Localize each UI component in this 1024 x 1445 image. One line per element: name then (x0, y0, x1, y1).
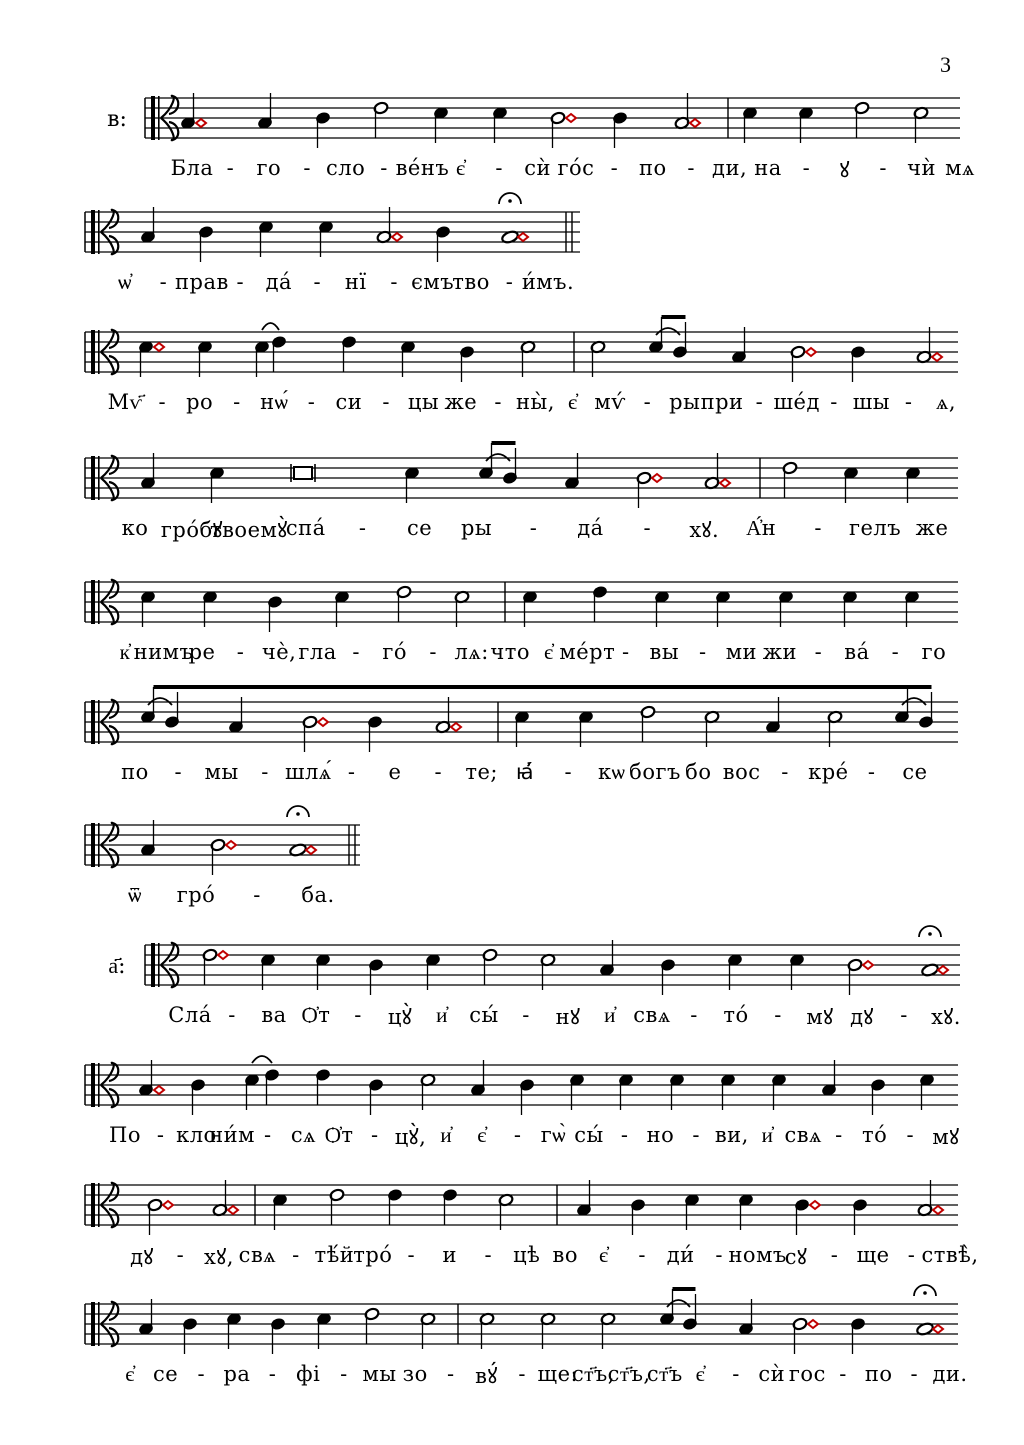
lyric-syllable: и҆ (440, 1123, 453, 1147)
lyric-syllable: нѡ́ (260, 390, 289, 414)
c-clef-thick-bar (91, 330, 95, 374)
c-clef-thin-bar (98, 456, 100, 500)
lyric-syllable: ко (121, 516, 149, 540)
staff-system (85, 687, 958, 752)
lyric-hyphen: - (382, 390, 391, 414)
lyric-syllable: є҆ (568, 390, 578, 414)
lyric-syllable: нꙋ (555, 1005, 581, 1029)
lyric-syllable: гро́бꙋ (160, 518, 223, 542)
lyric-hyphen: - (407, 1243, 416, 1267)
lyric-hyphen: - (313, 270, 322, 294)
lyric-syllable: чѝ (907, 156, 937, 180)
lyric-syllable: свѧ (633, 1003, 671, 1027)
lyric-syllable: по (121, 760, 149, 784)
c-clef-upper-curve (161, 943, 178, 965)
lyric-hyphen: - (429, 640, 437, 664)
lyric-syllable: твоемꙋ̀ (209, 518, 288, 542)
lyric-hyphen: - (228, 1003, 236, 1027)
lyric-syllable: сꙋ (784, 1245, 808, 1269)
lyric-hyphen: - (263, 1123, 272, 1147)
lyric-syllable: гелъ (848, 516, 902, 540)
lyric-hyphen: - (226, 156, 235, 180)
lyric-hyphen: - (176, 1243, 185, 1267)
lyric-hyphen: - (159, 270, 168, 294)
lyric-syllable: цꙋ̀, (394, 1125, 427, 1149)
c-clef-thick-bar (91, 580, 95, 624)
lyric-syllable: ди. (932, 1362, 968, 1386)
lyric-syllable: фі (296, 1362, 321, 1386)
lyric-syllable: ве́нъ (395, 156, 450, 180)
lyric-syllable: ни́м (209, 1123, 255, 1147)
lyric-syllable: гла (298, 640, 337, 664)
red-diamond-icon (863, 961, 873, 969)
lyric-hyphen: - (904, 390, 913, 414)
lyric-syllable: сло (325, 156, 366, 180)
slur (262, 323, 279, 330)
lyric-hyphen: - (347, 760, 356, 784)
red-diamond-icon (808, 1320, 818, 1328)
c-clef-upper-curve (101, 823, 118, 845)
lyric-syllable: си (335, 390, 363, 414)
lyric-hyphen: - (621, 640, 630, 664)
red-diamond-icon (218, 951, 228, 959)
red-diamond-icon (392, 233, 402, 241)
c-clef-thin-bar (98, 1183, 100, 1227)
fermata-dot (508, 199, 512, 203)
lyric-hyphen: - (495, 156, 503, 180)
lyric-hyphen: - (522, 1003, 530, 1027)
lyric-hyphen: - (830, 1243, 839, 1267)
lyric-syllable: сы́ (469, 1003, 499, 1027)
lyric-syllable: зо (402, 1362, 428, 1386)
c-clef-thin-bar (98, 700, 100, 744)
lyric-syllable: є҆ (543, 640, 554, 664)
lyric-hyphen: - (643, 516, 652, 540)
c-clef-thick-bar (91, 456, 95, 500)
lyric-hyphen: - (156, 1123, 165, 1147)
fermata-dot (296, 812, 300, 816)
lyric-syllable: ра (223, 1362, 251, 1386)
staff-system (85, 193, 580, 262)
lyric-syllable: хꙋ, (204, 1245, 234, 1269)
lyric-syllable: нї (344, 270, 367, 294)
lyric-syllable: хꙋ. (931, 1005, 961, 1029)
lyric-syllable: свѧ (784, 1123, 822, 1147)
lyric-syllable: ви, (714, 1123, 749, 1147)
lyric-hyphen: - (447, 1362, 455, 1386)
lyric-hyphen: - (303, 156, 311, 180)
lyric-syllable: вы (649, 640, 680, 664)
lyric-syllable: и҆ (761, 1123, 774, 1147)
lyric-syllable: ми (725, 640, 758, 664)
c-clef-upper-curve (101, 1183, 118, 1205)
lyric-hyphen: - (253, 883, 261, 907)
lyric-syllable: ре (188, 640, 216, 664)
lyric-syllable: го (921, 640, 947, 664)
lyric-hyphen: - (690, 1003, 698, 1027)
c-clef-thick-bar (91, 210, 95, 254)
lyric-hyphen: - (907, 1243, 916, 1267)
lyric-syllable: спа́ (285, 516, 326, 540)
lyric-hyphen: - (802, 156, 811, 180)
c-clef-lower-curve (101, 845, 118, 867)
lyric-hyphen: - (687, 156, 695, 180)
c-clef-thick-bar (151, 943, 155, 987)
red-diamond-icon (652, 474, 662, 482)
c-clef-thin-bar (98, 580, 100, 624)
lyric-syllable: при (700, 390, 744, 414)
red-diamond-icon (806, 348, 816, 356)
lyric-syllable: ди, (712, 156, 748, 180)
lyric-syllable: ба. (301, 883, 335, 907)
lyric-hyphen: - (774, 1003, 782, 1027)
lyric-syllable: ро (186, 390, 214, 414)
lyric-hyphen: - (358, 516, 367, 540)
red-diamond-icon (932, 353, 942, 361)
lyric-syllable: тѣ́й (314, 1243, 355, 1267)
c-clef-thick-bar (151, 96, 155, 140)
c-clef-lower-curve (101, 1205, 118, 1227)
lyric-syllable: є҆ (598, 1243, 609, 1267)
red-diamond-icon (228, 1206, 238, 1214)
lyric-hyphen: - (638, 1243, 646, 1267)
lyric-hyphen: - (236, 270, 245, 294)
lyric-syllable: є҆ (695, 1362, 706, 1386)
lyric-syllable: же (444, 390, 478, 414)
lyric-syllable: свѧ (238, 1243, 277, 1267)
red-diamond-icon (933, 1325, 943, 1333)
lyric-syllable: ѿ (128, 883, 142, 907)
lyric-syllable: ст҃ъ, (607, 1362, 651, 1386)
lyric-syllable: ше́д (773, 390, 820, 414)
lyric-syllable: шы (852, 390, 890, 414)
lyric-hyphen: - (610, 156, 619, 180)
lyric-syllable: мꙋ (932, 1125, 960, 1149)
lyric-syllable: же (915, 516, 949, 540)
lyric-hyphen: - (867, 760, 876, 784)
lyric-hyphen: - (900, 1003, 908, 1027)
c-clef-thin-bar (158, 943, 160, 987)
red-diamond-icon (938, 966, 948, 974)
c-clef-thin-bar (158, 96, 160, 140)
lyric-syllable: по (638, 156, 667, 180)
c-clef-upper-curve (101, 1302, 118, 1324)
lyric-syllable: се (407, 516, 433, 540)
lyric-syllable: ры (669, 390, 701, 414)
lyric-hyphen: - (643, 390, 652, 414)
c-clef-thin-bar (98, 330, 100, 374)
lyric-hyphen: - (891, 640, 900, 664)
lyric-hyphen: - (307, 390, 316, 414)
c-clef-upper-curve (101, 580, 118, 602)
lyric-syllable: на (754, 156, 782, 180)
red-diamond-icon (933, 1206, 943, 1214)
lyric-syllable: и҆ (604, 1003, 616, 1027)
lyric-syllable: да́ (265, 270, 293, 294)
lyric-syllable: жи (762, 640, 798, 664)
red-diamond-icon (154, 1086, 164, 1094)
lyric-syllable: гро́ (176, 883, 216, 907)
lyric-syllable: но (646, 1123, 675, 1147)
lyric-hyphen: - (174, 760, 183, 784)
lyric-hyphen: - (910, 1362, 919, 1386)
lyric-syllable: во (552, 1243, 578, 1267)
lyric-syllable: сы́ (574, 1123, 604, 1147)
lyric-syllable: є҆ (456, 156, 466, 180)
c-clef-thick-bar (91, 823, 95, 867)
lyric-syllable: Ѻ҆т (301, 1003, 331, 1027)
lyric-syllable: мы (362, 1362, 397, 1386)
lyric-syllable: цꙋ̀ (387, 1005, 413, 1029)
lyric-hyphen: - (781, 760, 789, 784)
lyric-syllable: Мѵ҃ (107, 390, 143, 414)
lyric-syllable: мѧ (945, 156, 975, 180)
lyric-syllable: те; (465, 760, 498, 784)
lyric-syllable: ще: (537, 1362, 579, 1386)
staff-system (85, 806, 360, 875)
lyric-hyphen: - (513, 1123, 522, 1147)
lyric-syllable: тво (452, 270, 490, 294)
staff-system (85, 317, 958, 382)
lyric-syllable: лѧ: (454, 640, 489, 664)
section-marker: в: (107, 107, 127, 132)
lyric-syllable: Бла (170, 156, 214, 180)
lyric-hyphen: - (835, 1123, 843, 1147)
lyric-syllable: го (256, 156, 282, 180)
red-diamond-icon (518, 233, 528, 241)
lyric-hyphen: - (268, 1362, 277, 1386)
lyric-syllable: сѝ (524, 156, 551, 180)
staff-system (85, 1056, 958, 1115)
lyric-syllable: то́ (723, 1003, 749, 1027)
lyric-syllable: кре́ (808, 760, 849, 784)
lyric-syllable: ѧ, (935, 390, 957, 414)
lyric-syllable: богъ (629, 760, 681, 784)
lyric-syllable: се (902, 760, 928, 784)
lyric-syllable: го́ (382, 640, 407, 664)
c-clef-thick-bar (91, 1302, 95, 1346)
lyric-syllable: бо (685, 760, 712, 784)
red-diamond-icon (306, 846, 316, 854)
lyric-syllable: вос (722, 760, 761, 784)
lyric-syllable: ꙗ҆́ (515, 760, 535, 784)
lyric-syllable: ѡ҆ (118, 270, 132, 294)
lyric-hyphen: - (390, 270, 398, 294)
lyric-syllable: да́ (577, 516, 604, 540)
lyric-syllable: ствѣ̀, (921, 1243, 979, 1267)
lyric-syllable: дꙋ (130, 1245, 154, 1269)
lyric-hyphen: - (755, 390, 764, 414)
lyric-hyphen: - (814, 516, 822, 540)
lyric-syllable: шлѧ́ (284, 760, 332, 784)
lyric-hyphen: - (518, 1362, 526, 1386)
lyric-syllable: сѝ (758, 1362, 786, 1386)
lyric-syllable: ва́ (844, 640, 870, 664)
lyric-syllable: нимъ (133, 640, 194, 664)
lyric-hyphen: - (830, 390, 838, 414)
red-diamond-icon (163, 1201, 173, 1209)
lyric-syllable: номъ (728, 1243, 787, 1267)
c-clef-thick-bar (91, 1183, 95, 1227)
lyric-syllable: цы (407, 390, 440, 414)
lyric-syllable: по (864, 1362, 893, 1386)
lyric-syllable: ме́рт (559, 640, 616, 664)
lyric-syllable: чѐ, (261, 640, 297, 664)
lyric-hyphen: - (620, 1123, 629, 1147)
lyric-syllable: ди́ (666, 1243, 695, 1267)
lyric-syllable: го́с (557, 156, 595, 180)
lyric-hyphen: - (352, 640, 360, 664)
lyric-hyphen: - (494, 390, 502, 414)
red-diamond-icon (196, 119, 206, 127)
lyric-hyphen: - (906, 1123, 915, 1147)
c-clef-lower-curve (161, 965, 178, 987)
lyric-syllable: ва (261, 1003, 287, 1027)
lyric-hyphen: - (236, 640, 245, 664)
c-clef-upper-curve (101, 1063, 118, 1085)
lyric-syllable: и́мъ. (521, 270, 575, 294)
c-clef-lower-curve (101, 1085, 118, 1107)
lyric-hyphen: - (233, 390, 241, 414)
c-clef-upper-curve (101, 456, 118, 478)
lyric-hyphen: - (879, 156, 887, 180)
lyric-syllable: гос (788, 1362, 826, 1386)
lyric-hyphen: - (715, 1243, 723, 1267)
lyric-hyphen: - (484, 1243, 493, 1267)
c-clef-lower-curve (161, 118, 178, 140)
lyric-hyphen: - (292, 1243, 300, 1267)
lyric-hyphen: - (434, 760, 443, 784)
recitation-note (294, 467, 312, 479)
red-diamond-icon (318, 718, 328, 726)
lyric-hyphen: - (371, 1123, 379, 1147)
lyric-syllable: вꙋ́ (475, 1364, 498, 1388)
lyric-syllable: дꙋ (850, 1005, 874, 1029)
lyric-syllable: прав (175, 270, 229, 294)
c-clef-upper-curve (101, 700, 118, 722)
lyric-syllable: ꙋ (839, 158, 850, 182)
lyric-syllable: А҆́н (746, 516, 777, 540)
c-clef-thick-bar (91, 1063, 95, 1107)
staff-system (108, 926, 960, 995)
lyric-syllable: е (388, 760, 402, 784)
c-clef-thick-bar (91, 700, 95, 744)
staff-system (85, 1285, 958, 1354)
staff-system (85, 1180, 958, 1235)
staff-system (107, 93, 960, 148)
c-clef-lower-curve (101, 722, 118, 744)
staff-system (85, 443, 958, 508)
lyric-syllable: По (109, 1123, 141, 1147)
lyric-hyphen: - (732, 1362, 740, 1386)
section-marker: а҃: (108, 954, 126, 979)
lyric-hyphen: - (261, 760, 269, 784)
lyric-hyphen: - (699, 640, 707, 664)
lyric-syllable: и҆ (436, 1003, 448, 1027)
lyric-syllable: хꙋ. (689, 518, 720, 542)
lyric-syllable: тро́ (353, 1243, 393, 1267)
lyric-syllable: то́ (861, 1123, 888, 1147)
c-clef-thin-bar (98, 210, 100, 254)
lyric-hyphen: - (814, 640, 823, 664)
lyric-hyphen: - (197, 1362, 206, 1386)
lyric-syllable: что (490, 640, 531, 664)
lyric-hyphen: - (340, 1362, 348, 1386)
lyric-syllable: ры (460, 516, 493, 540)
lyric-syllable: Ѻ҆т (324, 1123, 354, 1147)
lyric-syllable: ны̀, (516, 390, 555, 414)
lyric-hyphen: - (380, 156, 388, 180)
lyric-syllable: к҆ (119, 640, 131, 664)
lyric-syllable: кло (176, 1123, 217, 1147)
lyric-syllable: мѵ́ (594, 390, 626, 414)
red-diamond-icon (451, 723, 461, 731)
red-diamond-icon (566, 114, 576, 122)
red-diamond-icon (154, 343, 164, 351)
lyric-syllable: ст҃ъ (646, 1362, 683, 1386)
fermata-dot (928, 932, 932, 936)
lyric-hyphen: - (158, 390, 167, 414)
lyric-syllable: мы (204, 760, 239, 784)
red-diamond-icon (226, 841, 236, 849)
c-clef-upper-curve (161, 96, 178, 118)
c-clef-thin-bar (98, 823, 100, 867)
staff-system (85, 580, 958, 632)
c-clef-thin-bar (98, 1302, 100, 1346)
c-clef-upper-curve (101, 330, 118, 352)
lyric-syllable: цѣ (513, 1243, 541, 1267)
lyric-syllable: и (442, 1243, 458, 1267)
lyric-hyphen: - (564, 760, 573, 784)
red-diamond-icon (720, 479, 730, 487)
fermata-dot (923, 1291, 927, 1295)
lyric-syllable: ємъ (411, 270, 455, 294)
lyric-syllable: є҆ (477, 1123, 487, 1147)
lyric-syllable: ще (856, 1243, 890, 1267)
red-diamond-icon (690, 119, 700, 127)
red-diamond-icon (810, 1201, 820, 1209)
c-clef-lower-curve (101, 602, 118, 624)
lyric-hyphen: - (692, 1123, 700, 1147)
lyric-syllable: сѧ (290, 1123, 317, 1147)
lyric-syllable: мꙋ (806, 1005, 834, 1029)
lyric-syllable: гѡ̀ (540, 1123, 566, 1147)
c-clef-lower-curve (101, 478, 118, 500)
c-clef-lower-curve (101, 352, 118, 374)
c-clef-lower-curve (101, 232, 118, 254)
c-clef-lower-curve (101, 1324, 118, 1346)
lyric-hyphen: - (839, 1362, 847, 1386)
lyric-hyphen: - (505, 270, 514, 294)
lyric-syllable: ст҃ъ, (571, 1362, 615, 1386)
lyric-syllable: кѡ (597, 760, 626, 784)
c-clef-thin-bar (98, 1063, 100, 1107)
lyric-syllable: є҆ (125, 1362, 135, 1386)
lyric-syllable: Сла́ (168, 1003, 212, 1027)
lyric-hyphen: - (529, 516, 538, 540)
lyric-syllable: се (153, 1362, 179, 1386)
lyric-hyphen: - (354, 1003, 362, 1027)
page-number: 3 (940, 52, 951, 77)
c-clef-upper-curve (101, 210, 118, 232)
slur (252, 1056, 272, 1063)
